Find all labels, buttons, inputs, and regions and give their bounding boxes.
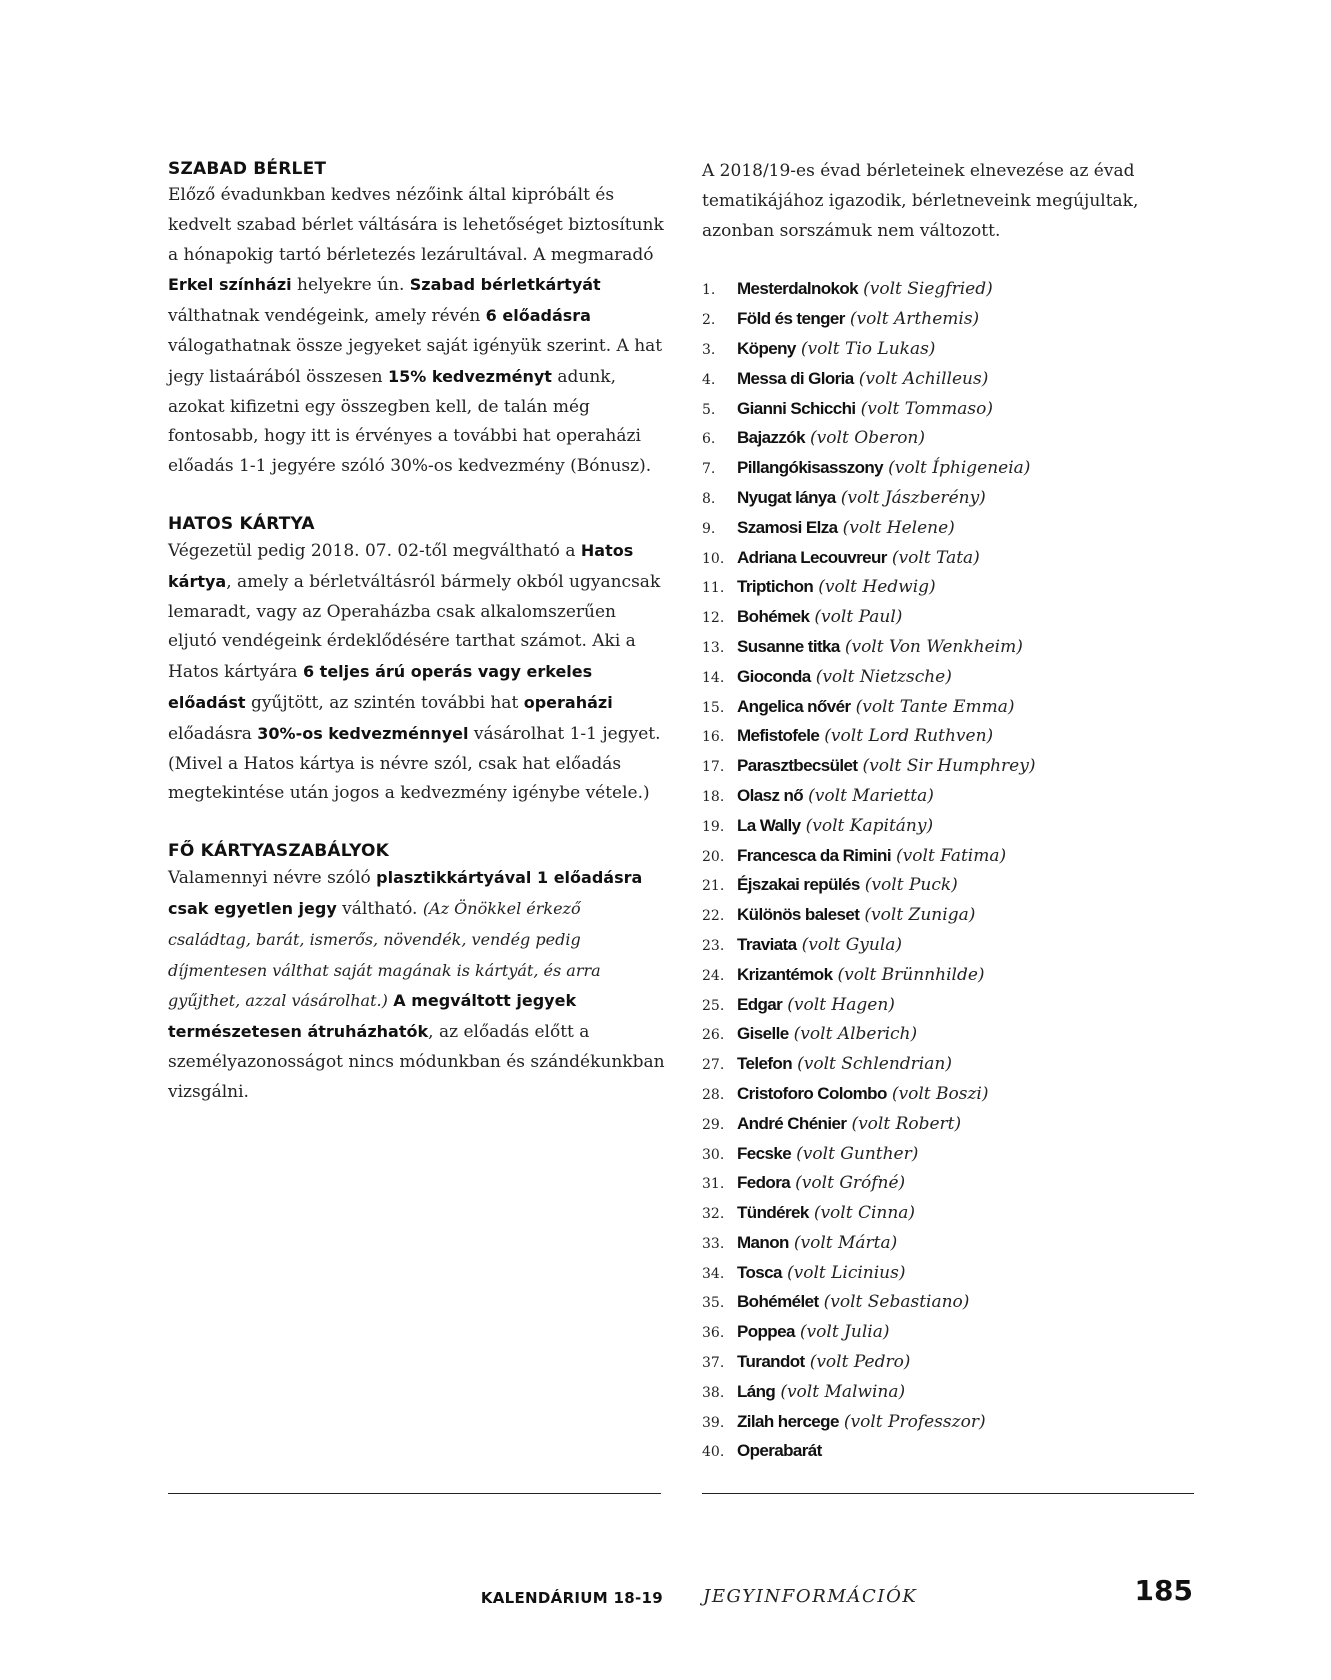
item-name: Szamosi Elza [737,517,838,537]
item-name: Fecske [737,1143,792,1163]
list-item [702,602,1202,632]
text-run: adunk, azokat kifizetni egy összegben kell, de talán még fontosabb, hogy itt is érvényes a további hat operaházi előadás 1-1 jegyére szóló 30%-os kedvezmény (Bónusz). [168,366,652,477]
bold-run: operaházi [523,692,613,712]
item-number: 31. [702,1176,725,1193]
left-column [168,157,668,1138]
bold-run: A megváltott jegyek természetesen átruházhatók [168,991,577,1042]
item-number: 3. [702,341,716,358]
item-name: Giselle [737,1024,789,1044]
list-item [702,721,1202,751]
item-number: 19. [702,818,725,835]
item-former-name: (volt Hagen) [787,994,895,1015]
section-heading: FŐ KÁRTYASZABÁLYOK [168,841,390,862]
right-column [702,157,1202,1466]
list-item [702,572,1202,602]
text-run: , az előadás előtt a személyazonosságot nincs módunkban és szándékunkban vizsgálni. [168,1022,665,1102]
item-name: Bajazzók [737,428,805,448]
section-hatos-kartya [168,512,668,809]
item-former-name: (volt Gunther) [796,1143,919,1164]
list-item [702,304,1202,334]
item-number: 38. [702,1384,725,1401]
item-number: 29. [702,1116,725,1133]
text-run: válogathatnak össze jegyeket saját igényük szerint. A hat jegy listaárából összesen [168,335,663,387]
divider-left [168,1493,661,1494]
bold-run: Szabad bérletkártyát [409,275,601,295]
item-name: Edgar [737,994,783,1014]
list-item [702,870,1202,900]
list-item [702,1287,1202,1317]
item-former-name: (volt Licinius) [786,1262,906,1283]
item-number: 7. [702,461,716,478]
item-number: 16. [702,729,725,746]
item-name: Susanne titka [737,636,840,656]
item-number: 17. [702,759,725,776]
list-item [702,692,1202,722]
item-number: 30. [702,1146,725,1163]
item-former-name: (volt Von Wenkheim) [844,636,1023,657]
list-item [702,483,1202,513]
list-item [702,930,1202,960]
item-former-name: (volt Professzor) [843,1411,986,1432]
item-name: Messa di Gloria [737,368,854,388]
item-number: 36. [702,1325,725,1342]
text-run: előadásra [168,723,258,744]
item-name: Bohémélet [737,1292,819,1312]
list-item [702,1407,1202,1437]
section-heading: HATOS KÁRTYA [168,513,315,534]
item-former-name: (volt Paul) [814,607,903,628]
item-name: Adriana Lecouvreur [737,547,887,567]
list-item [702,841,1202,871]
item-name: Köpeny [737,338,796,358]
item-former-name: (volt Helene) [842,517,955,538]
list-item [702,662,1202,692]
divider-right [702,1493,1194,1494]
list-item [702,811,1202,841]
item-number: 1. [702,282,716,299]
bold-run: 30%-os kedvezménnyel [257,723,469,743]
item-former-name: (volt Tio Lukas) [800,338,936,359]
list-item [702,1139,1202,1169]
item-name: Manon [737,1232,789,1252]
item-number: 13. [702,639,725,656]
item-name: Turandot [737,1352,805,1372]
item-number: 20. [702,848,725,865]
item-number: 34. [702,1265,725,1282]
list-item [702,960,1202,990]
list-item [702,1079,1202,1109]
item-former-name: (volt Malwina) [780,1381,906,1402]
item-number: 27. [702,1057,725,1074]
list-item [702,453,1202,483]
italic-run: (Az Önökkel érkező családtag, barát, ismerős, növendék, vendég pedig díjmentesen válthat saját magának is kártyát, és arra gyűjthet, azzal vásárolhat.) [168,898,601,1011]
item-name: Tosca [737,1262,782,1282]
list-item [702,1258,1202,1288]
list-item [702,423,1202,453]
list-item [702,364,1202,394]
list-item [702,1198,1202,1228]
item-former-name: (volt Pedro) [809,1352,911,1373]
list-item [702,1109,1202,1139]
item-name: Bohémek [737,607,810,627]
item-number: 21. [702,878,725,895]
bold-run: Hatos kártya [168,540,634,591]
section-fo-kartyaszabalyok [168,839,668,1107]
text-run: Valamennyi névre szóló [168,868,377,889]
item-number: 32. [702,1206,725,1223]
item-former-name: (volt Cinna) [813,1203,916,1224]
item-number: 10. [702,550,725,567]
item-name: Nyugat lánya [737,487,836,507]
item-former-name: (volt Puck) [864,875,958,896]
item-name: André Chénier [737,1113,847,1133]
item-name: Mesterdalnokok [737,279,859,299]
text-run: válthatnak vendégeink, amely révén [168,306,486,327]
item-former-name: (volt Schlendrian) [797,1054,952,1075]
item-number: 26. [702,1027,725,1044]
item-number: 5. [702,401,716,418]
list-item [702,632,1202,662]
item-former-name: (volt Tommaso) [860,398,994,419]
item-name: Francesca da Rimini [737,845,891,865]
list-item [702,1019,1202,1049]
item-number: 9. [702,520,716,537]
bold-run: plasztikkártyával 1 előadásra csak egyetlen jegy [168,868,643,918]
text-run: Végezetül pedig 2018. 07. 02-től megváltható a [168,540,581,561]
item-name: Krizantémok [737,964,833,984]
item-name: Telefon [737,1054,792,1074]
item-number: 2. [702,312,716,329]
item-name: Különös baleset [737,905,860,925]
list-item [702,513,1202,543]
item-former-name: (volt Grófné) [795,1173,906,1194]
item-number: 24. [702,967,725,984]
item-name: Parasztbecsület [737,756,858,776]
item-former-name: (volt Boszi) [891,1083,989,1104]
section-paragraph [168,863,668,1107]
list-item [702,1377,1202,1407]
bold-run: 15% kedvezményt [387,366,552,386]
item-former-name: (volt Íphigeneia) [888,458,1031,479]
section-paragraph [168,181,668,482]
bold-run: 6 teljes árú operás vagy erkeles előadást [168,662,593,712]
item-name: Triptichon [737,577,814,597]
item-name: Operabarát [737,1441,822,1461]
item-number: 18. [702,788,725,805]
item-name: Gianni Schicchi [737,398,856,418]
item-former-name: (volt Sebastiano) [823,1292,970,1313]
bold-run: 6 előadásra [485,306,591,326]
item-number: 28. [702,1086,725,1103]
item-name: Láng [737,1381,776,1401]
item-name: Mefistofele [737,726,820,746]
list-item [702,751,1202,781]
item-number: 22. [702,908,725,925]
item-former-name: (volt Robert) [851,1113,962,1134]
item-name: Föld és tenger [737,309,845,329]
list-item [702,900,1202,930]
item-number: 35. [702,1295,725,1312]
item-former-name: (volt Márta) [793,1232,898,1253]
item-number: 11. [702,580,725,597]
list-item [702,1168,1202,1198]
item-number: 23. [702,937,725,954]
item-former-name: (volt Marietta) [808,785,934,806]
list-item [702,394,1202,424]
list-item [702,1228,1202,1258]
item-number: 39. [702,1414,725,1431]
item-name: Tündérek [737,1203,809,1223]
text-run: , amely a bérletváltásról bármely okból ugyancsak lemaradt, vagy az Operaházba csak alkalomszerűen eljutó vendégeink érdeklődésére tarthat számot. Aki a Hatos kártyára [168,571,661,683]
item-number: 37. [702,1355,725,1372]
item-former-name: (volt Siegfried) [863,279,993,300]
item-former-name: (volt Tata) [891,547,980,568]
text-run: váltható. [336,898,423,919]
item-name: Pillangókisasszony [737,458,884,478]
text-run: Előző évadunkban kedves nézőink által kipróbált és kedvelt szabad bérlet váltására is lehetőséget biztosítunk a hónapokig tartó bérletezés lezárultával. A megmaradó [168,185,664,265]
item-name: Poppea [737,1322,795,1342]
item-name: Éjszakai repülés [737,875,860,895]
item-number: 4. [702,371,716,388]
item-name: Traviata [737,934,797,954]
item-former-name: (volt Gyula) [801,934,903,955]
item-former-name: (volt Alberich) [793,1024,918,1045]
list-item [702,334,1202,364]
item-former-name: (volt Lord Ruthven) [824,726,994,747]
list-item [702,1049,1202,1079]
item-number: 14. [702,669,725,686]
item-former-name: (volt Nietzsche) [815,666,952,687]
item-number: 40. [702,1444,725,1461]
item-number: 8. [702,490,716,507]
section-paragraph [168,536,668,809]
item-former-name: (volt Kapitány) [805,815,934,836]
item-number: 15. [702,699,725,716]
page-number: 185 [1134,1574,1193,1607]
list-item [702,781,1202,811]
text-run: helyekre ún. [291,275,410,296]
item-name: Zilah hercege [737,1411,839,1431]
item-former-name: (volt Achilleus) [858,368,989,389]
text-run: gyűjtött, az szintén további hat [245,692,524,713]
section-heading: SZABAD BÉRLET [168,159,327,179]
bold-run: Erkel színházi [168,275,292,295]
subscription-list [702,274,1202,1466]
list-item [702,990,1202,1020]
list-item [702,1317,1202,1347]
item-number: 6. [702,431,716,448]
footer-section: JEGYINFORMÁCIÓK [703,1586,918,1607]
item-number: 12. [702,610,725,627]
item-former-name: (volt Tante Emma) [855,696,1015,717]
item-former-name: (volt Sir Humphrey) [862,756,1036,777]
item-former-name: (volt Hedwig) [818,577,936,598]
item-name: Cristoforo Colombo [737,1083,887,1103]
footer-publication: KALENDÁRIUM 18-19 [480,1589,663,1607]
item-name: Fedora [737,1173,791,1193]
item-former-name: (volt Jászberény) [840,487,986,508]
text-run: vásárolhat 1-1 jegyet. (Mivel a Hatos kártya is névre szól, csak hat előadás megtekintése után jogos a kedvezmény igénybe vétele.) [168,723,661,804]
item-former-name: (volt Oberon) [810,428,926,449]
item-name: Angelica nővér [737,696,851,716]
item-name: La Wally [737,815,801,835]
item-number: 25. [702,997,725,1014]
item-former-name: (volt Zuniga) [864,905,976,926]
list-item [702,274,1202,304]
item-former-name: (volt Brünnhilde) [837,964,985,985]
item-name: Olasz nő [737,785,804,805]
list-item [702,1347,1202,1377]
list-item [702,543,1202,573]
item-name: Gioconda [737,666,811,686]
item-number: 33. [702,1235,725,1252]
item-former-name: (volt Julia) [799,1322,890,1343]
list-item [702,1436,1202,1466]
section-szabad-berlet [168,157,668,482]
intro-paragraph: A 2018/19-es évad bérleteinek elnevezése az évad tematikájához igazodik, bérletneveink megújultak, azonban sorszámuk nem változott. [702,161,1139,241]
item-former-name: (volt Arthemis) [849,309,980,330]
item-former-name: (volt Fatima) [896,845,1007,866]
